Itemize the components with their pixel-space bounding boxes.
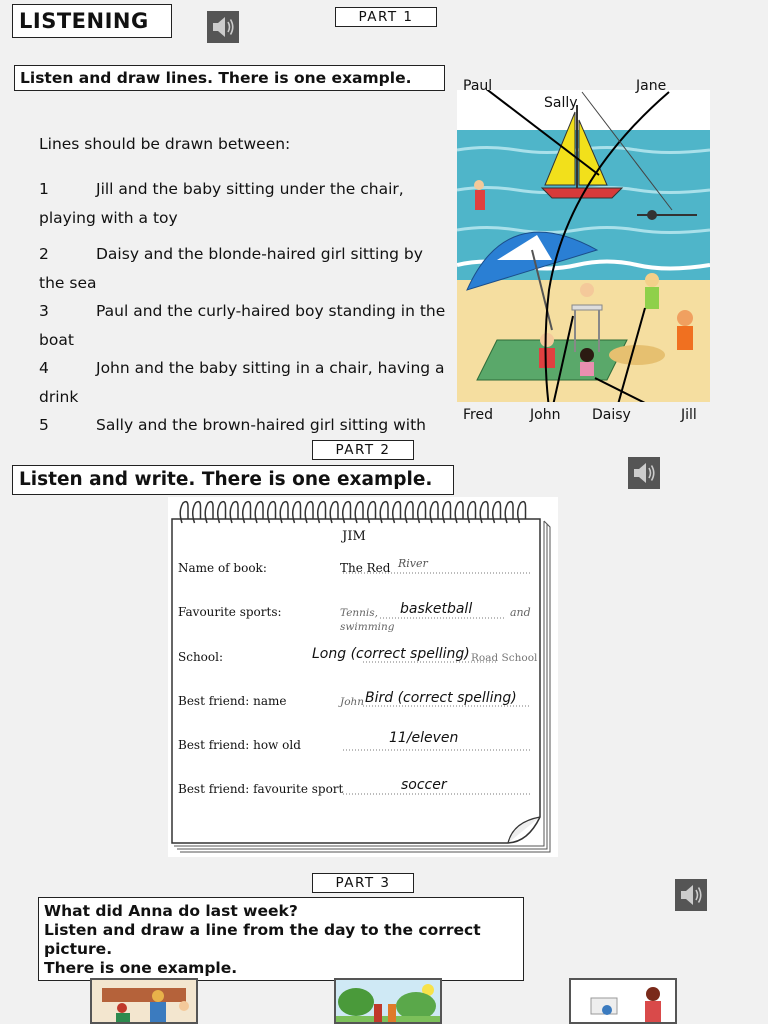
form-suffix: Road School	[471, 652, 538, 664]
instruction-line: What did Anna do last week?	[44, 902, 298, 920]
answer-text: Sally and the brown-haired girl sitting with	[96, 416, 426, 433]
form-label: School:	[178, 650, 223, 664]
part2-instruction: Listen and write. There is one example.	[12, 465, 454, 495]
list-item	[39, 240, 449, 297]
part1-instruction: Listen and draw lines. There is one example.	[14, 65, 445, 91]
notebook-form	[168, 497, 558, 857]
answer-number: 1	[39, 180, 49, 198]
name-label-bottom: Fred	[463, 407, 493, 423]
answer-number: 4	[39, 359, 49, 377]
form-prefix: John	[340, 696, 365, 708]
form-answer: River	[398, 557, 428, 570]
list-item	[39, 354, 449, 411]
answer-text: Paul and the curly-haired boy standing in the boat	[39, 302, 446, 349]
answer-list	[39, 175, 449, 433]
name-label-bottom: Jill	[681, 407, 697, 423]
name-label-top: Sally	[544, 95, 578, 111]
form-label: Best friend: how old	[178, 738, 301, 752]
name-label-bottom: John	[530, 407, 561, 423]
form-answer: Long (correct spelling)	[312, 646, 470, 662]
answer-text: Jill and the baby sitting under the chair, playing with a toy	[39, 180, 404, 227]
answer-number: 3	[39, 302, 49, 320]
picture-thumbnail[interactable]	[334, 978, 442, 1024]
name-label-top: Paul	[463, 78, 493, 94]
form-answer: Bird (correct spelling)	[365, 690, 517, 706]
part2-label: PART 2	[312, 440, 414, 460]
lines-intro: Lines should be drawn between:	[39, 135, 291, 153]
form-answer: 11/eleven	[389, 730, 459, 746]
form-label: Best friend: favourite sport	[178, 782, 344, 796]
beach-picture	[457, 90, 710, 402]
form-suffix: and	[510, 606, 531, 619]
list-item	[39, 175, 449, 232]
picture-thumbnail[interactable]	[569, 978, 677, 1024]
answer-text: Daisy and the blonde-haired girl sitting by the sea	[39, 245, 423, 292]
name-label-top: Jane	[636, 78, 667, 94]
speaker-icon[interactable]	[628, 457, 660, 489]
list-item	[39, 411, 449, 433]
form-label: Best friend: name	[178, 694, 287, 708]
speaker-icon[interactable]	[675, 879, 707, 911]
instruction-line: There is one example.	[44, 959, 238, 977]
form-prefix: Tennis, swimming	[340, 607, 395, 633]
form-prefix: The Red	[340, 561, 391, 575]
part1-label: PART 1	[335, 7, 437, 27]
form-answer: soccer	[401, 777, 447, 793]
list-item	[39, 297, 449, 354]
notebook-heading: JIM	[342, 529, 366, 544]
answer-number: 2	[39, 245, 49, 263]
form-answer: basketball	[400, 601, 473, 617]
answer-text: John and the baby sitting in a chair, having a drink	[39, 359, 445, 406]
name-label-bottom: Daisy	[592, 407, 631, 423]
speaker-icon[interactable]	[207, 11, 239, 43]
part3-instruction	[38, 897, 524, 981]
part3-label: PART 3	[312, 873, 414, 893]
instruction-line: Listen and draw a line from the day to the correct picture.	[44, 921, 481, 958]
page-title: LISTENING	[12, 4, 172, 38]
form-label: Favourite sports:	[178, 605, 282, 619]
picture-thumbnail[interactable]	[90, 978, 198, 1024]
form-label: Name of book:	[178, 561, 267, 575]
answer-number: 5	[39, 416, 49, 433]
